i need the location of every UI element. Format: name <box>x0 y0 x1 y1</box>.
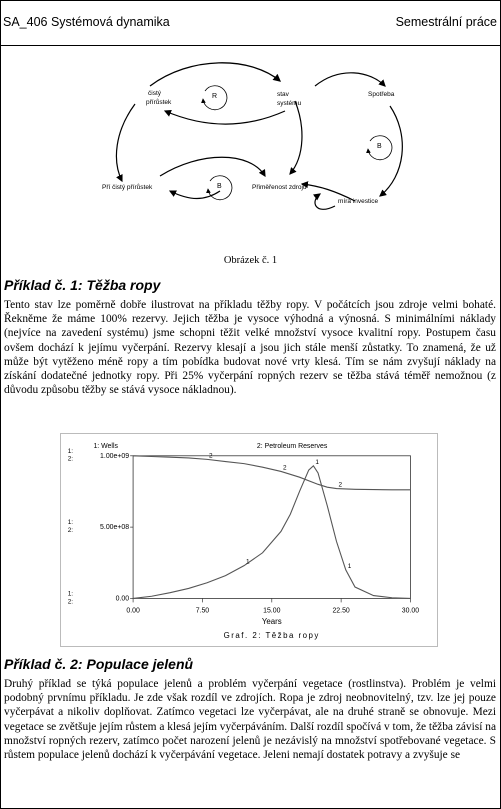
oil-extraction-chart <box>60 433 438 647</box>
y1-tick-label: 1: <box>67 447 74 455</box>
node-net-increment-rate: Pří čistý přírůstek <box>102 184 153 191</box>
series-marker-2: 2 <box>283 464 287 472</box>
y1-tick-label: 1: <box>67 519 74 527</box>
y2-tick-label: 0.00 <box>115 595 130 603</box>
series-marker-1: 1 <box>347 562 352 570</box>
page-header <box>0 0 501 46</box>
loop-right-label: B <box>377 143 382 150</box>
header-course-title: SA_406 Systémová dynamika <box>3 15 170 29</box>
y1-tick-label: 1: <box>67 590 74 598</box>
example1-heading: Příklad č. 1: Těžba ropy <box>4 277 161 293</box>
causal-loop-diagram <box>80 56 420 256</box>
arrow-top-left <box>150 63 280 86</box>
x-tick-label: 15.00 <box>263 607 281 615</box>
node-consumption: Spotřeba <box>368 91 395 98</box>
arrow-mid-left <box>165 111 285 124</box>
y2-axis-marker: 2: <box>67 455 74 463</box>
x-tick-label: 22.50 <box>332 607 350 615</box>
series-marker-1: 1 <box>246 558 250 566</box>
loop-mid-label: B <box>217 183 222 190</box>
example1-paragraph: Tento stav lze poměrně dobře ilustrovat na příkladu těžby ropy. V počátcích jsou zdroje velmi bohaté. Řekněme že máme 100% rezervy. Jejich těžba je vysoce výhodná a výnosná. S minimálními náklady (nejvíce na zavedení systému) jsme schopni těžit velké množství vysoce kvalitní ropy. Postupem času ovšem dochází k jejímu vyčerpání. Rezervy klesají a jsou jich stále menší zůstatky. To znamená, že už může být vytěženo méně ropy a tím pobídka budovat nové vrty klesá. Tím se nám zvyšují náklady na získání dodatečné jednotky ropy. Při 25% vyčerpání ropných rezerv se těžba stává téměř nemožnou (z důvodu způsobu těžby se stává vysoce nákladnou). <box>4 299 496 397</box>
y2-tick-label: 1.00e+09 <box>100 452 130 460</box>
arrow-left-down <box>116 104 135 181</box>
y2-tick-label: 5.00e+08 <box>100 524 130 532</box>
node-system-state: stav systému <box>277 91 302 107</box>
series-marker-2: 2 <box>338 481 343 489</box>
x-tick-label: 7.50 <box>195 607 210 615</box>
arrow-mid-down <box>290 101 302 174</box>
series-marker-1: 1 <box>315 458 319 466</box>
legend-wells: 1: Wells <box>93 442 118 450</box>
plot-area <box>133 456 410 599</box>
x-tick-label: 0.00 <box>126 607 140 615</box>
y2-axis-marker: 2: <box>67 527 74 535</box>
legend-petroleum-reserves: 2: Petroleum Reserves <box>256 442 328 450</box>
series-marker-2: 2 <box>209 452 213 460</box>
header-doc-type: Semestrální práce <box>395 15 497 29</box>
x-tick-label: 30.00 <box>401 607 420 615</box>
arrow-right-loop <box>315 194 335 209</box>
loop-left-label: R <box>212 93 218 100</box>
figure-caption: Obrázek č. 1 <box>223 255 278 266</box>
node-investment-rate: míra investice <box>338 198 379 205</box>
arrow-top-right <box>315 73 385 86</box>
example2-paragraph: Druhý příklad se týká populace jelenů a problém vyčerpání vegetace (rostlinstva). Problém je velmi podobný prvnímu příkladu. Je zde však rozdíl ve zdrojích. Ropa je zdroj neobnovitelný, tzv. lze jej pouze vyčerpávat a nikoliv doplňovat. Zatímco vegetaci lze vyčerpávat, ale na druhé straně se obnovuje. Mezi vegetace se zvětšuje jejím růstem a klesá jejím vyčerpáváním. Další rozdíl spočívá v tom, že těžba závisí na množství ropných rezerv, zatímco počet narození jelenů je nezávislý na množství spotřebované vegetace. S růstem populace jelenů dochází k vyčerpávání vegetace. Jeleni nemají dostatek potravy a zvyšuje se <box>4 678 496 762</box>
node-resource-adequacy: Přiměřenost zdrojů <box>252 184 307 191</box>
x-axis-label: Years <box>261 617 282 627</box>
node-net-increment: čistý přírůstek <box>146 90 172 106</box>
arrow-bottom-mid-up <box>160 157 265 176</box>
example2-heading: Příklad č. 2: Populace jelenů <box>4 656 194 672</box>
chart-title: Graf. 2: Těžba ropy <box>223 631 320 641</box>
y2-axis-marker: 2: <box>67 598 74 606</box>
